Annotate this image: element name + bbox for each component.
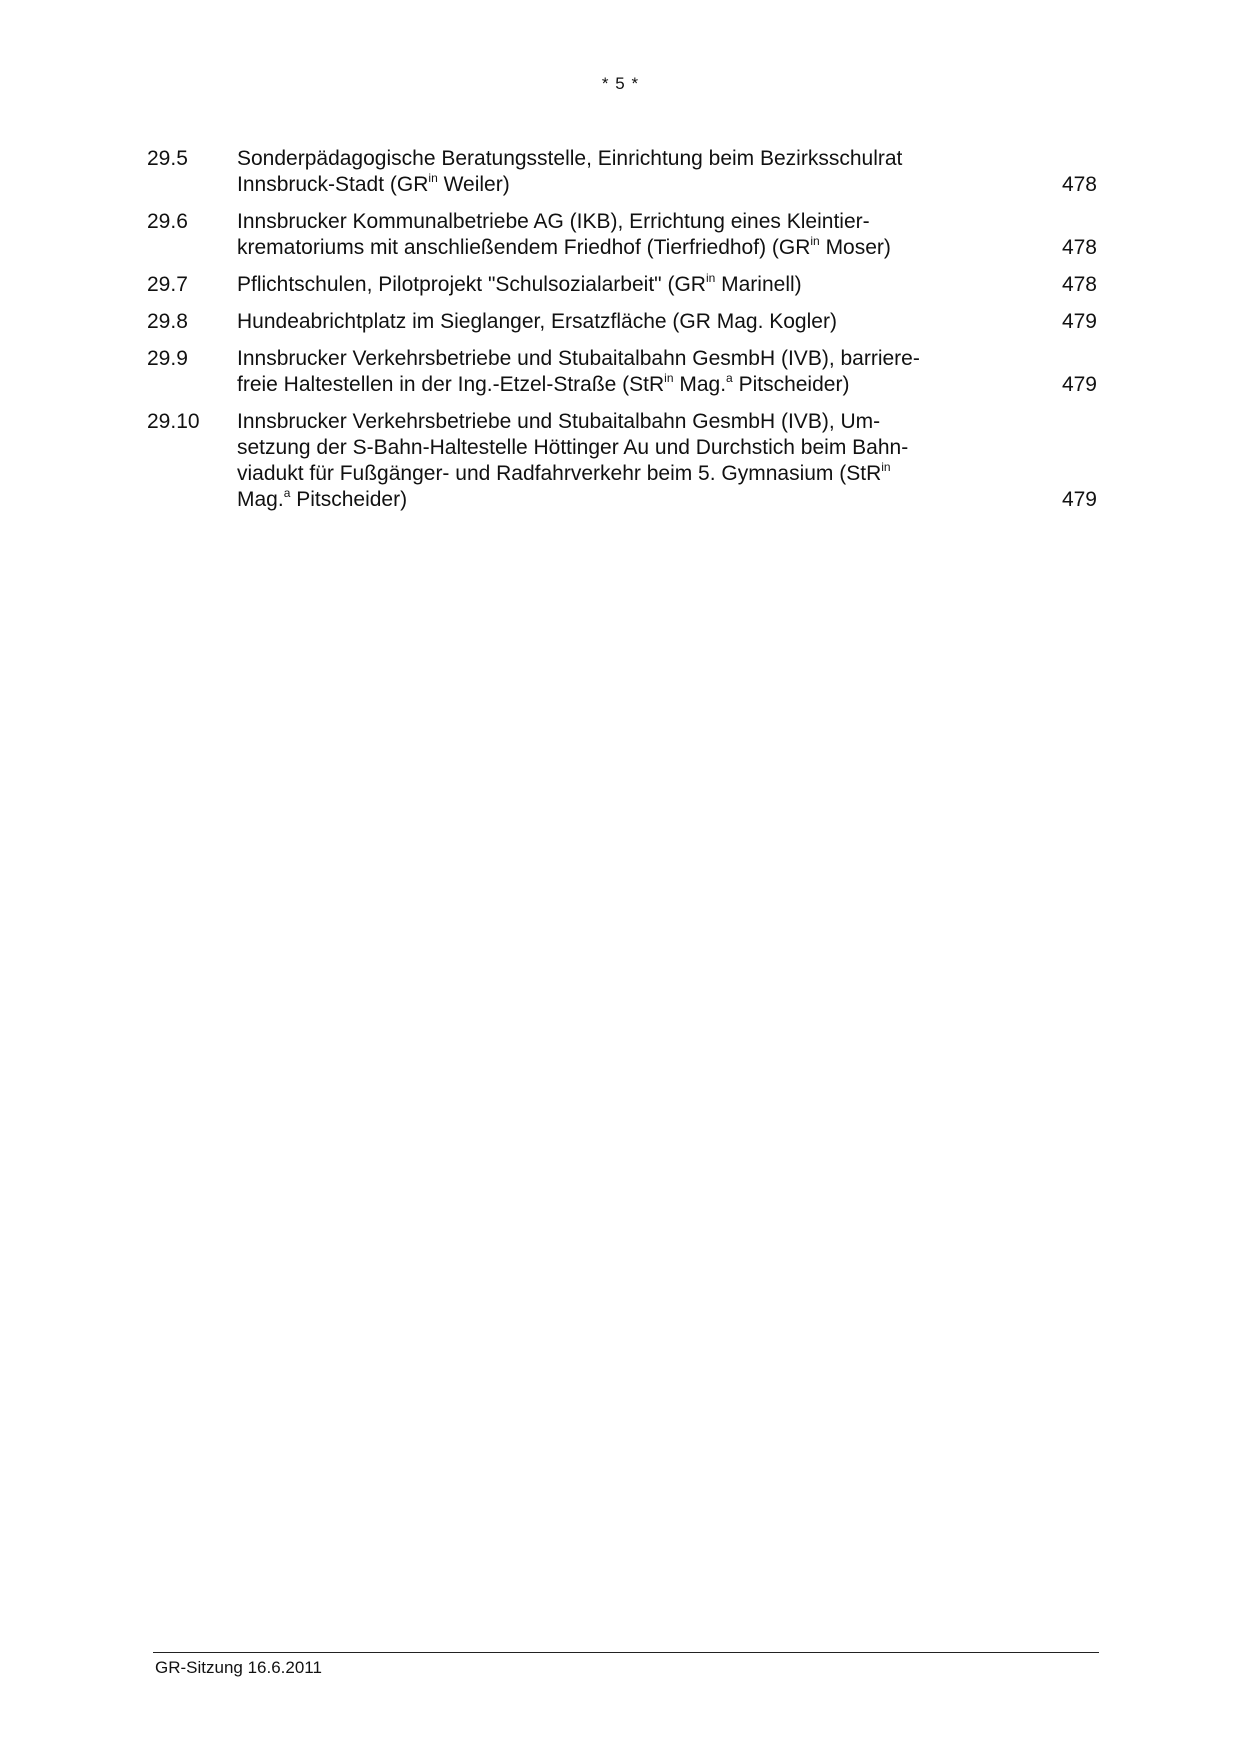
title-text: viadukt für Fußgänger- und Radfahrverkehr beim 5. Gymnasium (StR: [237, 462, 882, 485]
title-text: Marinell): [715, 273, 802, 296]
toc-entry-title-line: [237, 372, 1017, 398]
toc-entry-title-line: [237, 487, 1017, 513]
title-text: setzung der S-Bahn-Haltestelle Höttinger Au und Durchstich beim Bahn-: [237, 436, 909, 459]
title-text: Pitscheider): [732, 373, 850, 396]
toc-entry-title-line: [237, 172, 1017, 198]
title-superscript: a: [283, 486, 291, 500]
title-superscript: in: [428, 171, 438, 185]
toc-entry-title-line: [237, 309, 1017, 335]
toc-entry-page: 479: [1061, 310, 1097, 333]
toc-entry-number: 29.9: [147, 347, 188, 370]
title-text: Moser): [819, 236, 891, 259]
toc-entry: [147, 409, 1097, 513]
title-superscript: in: [705, 271, 716, 285]
toc-entry-title-line: [237, 409, 1017, 435]
toc-entry: [147, 146, 1097, 198]
toc-entry-title-line: [237, 235, 1017, 261]
toc-entry-title-line: [237, 346, 1017, 372]
title-text: krematoriums mit anschließendem Friedhof (Tierfriedhof) (GR: [237, 236, 811, 259]
title-text: Pflichtschulen, Pilotprojekt "Schulsozialarbeit" (GR: [237, 273, 706, 296]
toc-entry-number: 29.7: [147, 273, 188, 296]
toc-entry-page: 478: [1061, 173, 1097, 196]
toc-entry: [147, 209, 1097, 261]
toc-entry-number: 29.8: [147, 310, 188, 333]
toc-entry-page: 478: [1061, 236, 1097, 259]
page-number: * 5 *: [601, 74, 640, 93]
title-text: Innsbruck-Stadt (GR: [237, 173, 429, 196]
footer-session-date: GR-Sitzung 16.6.2011: [155, 1658, 322, 1677]
toc-entry-page: 479: [1061, 373, 1097, 396]
table-of-contents: [147, 146, 1097, 524]
toc-entry-number: 29.10: [147, 410, 200, 433]
toc-entry: [147, 346, 1097, 398]
title-superscript: in: [810, 234, 820, 248]
toc-entry-title-line: [237, 209, 1017, 235]
title-superscript: in: [881, 460, 891, 474]
title-text: Weiler): [437, 173, 510, 196]
toc-entry: [147, 272, 1097, 298]
title-superscript: in: [664, 371, 674, 385]
toc-entry-title-line: [237, 272, 1017, 298]
title-text: Mag.: [237, 488, 284, 511]
toc-entry-title-line: [237, 146, 1017, 172]
toc-entry-title-line: [237, 435, 1017, 461]
toc-entry-number: 29.6: [147, 210, 188, 233]
title-text: Innsbrucker Verkehrsbetriebe und Stubaitalbahn GesmbH (IVB), barriere-: [237, 347, 920, 370]
toc-entry-number: 29.5: [147, 147, 188, 170]
title-text: Innsbrucker Verkehrsbetriebe und Stubaitalbahn GesmbH (IVB), Um-: [237, 410, 881, 433]
toc-entry-page: 479: [1061, 488, 1097, 511]
title-text: Mag.: [673, 373, 727, 396]
title-text: Hundeabrichtplatz im Sieglanger, Ersatzfläche (GR Mag. Kogler): [237, 310, 837, 333]
toc-entry-page: 478: [1061, 273, 1097, 296]
title-text: Pitscheider): [290, 488, 408, 511]
title-text: freie Haltestellen in der Ing.-Etzel-Straße (StR: [237, 373, 665, 396]
toc-entry: [147, 309, 1097, 335]
title-text: Sonderpädagogische Beratungsstelle, Einrichtung beim Bezirksschulrat: [237, 147, 903, 170]
footer-divider: [153, 1652, 1099, 1653]
title-superscript: a: [726, 371, 733, 385]
toc-entry-title-line: [237, 461, 1017, 487]
title-text: Innsbrucker Kommunalbetriebe AG (IKB), Errichtung eines Kleintier-: [237, 210, 870, 233]
